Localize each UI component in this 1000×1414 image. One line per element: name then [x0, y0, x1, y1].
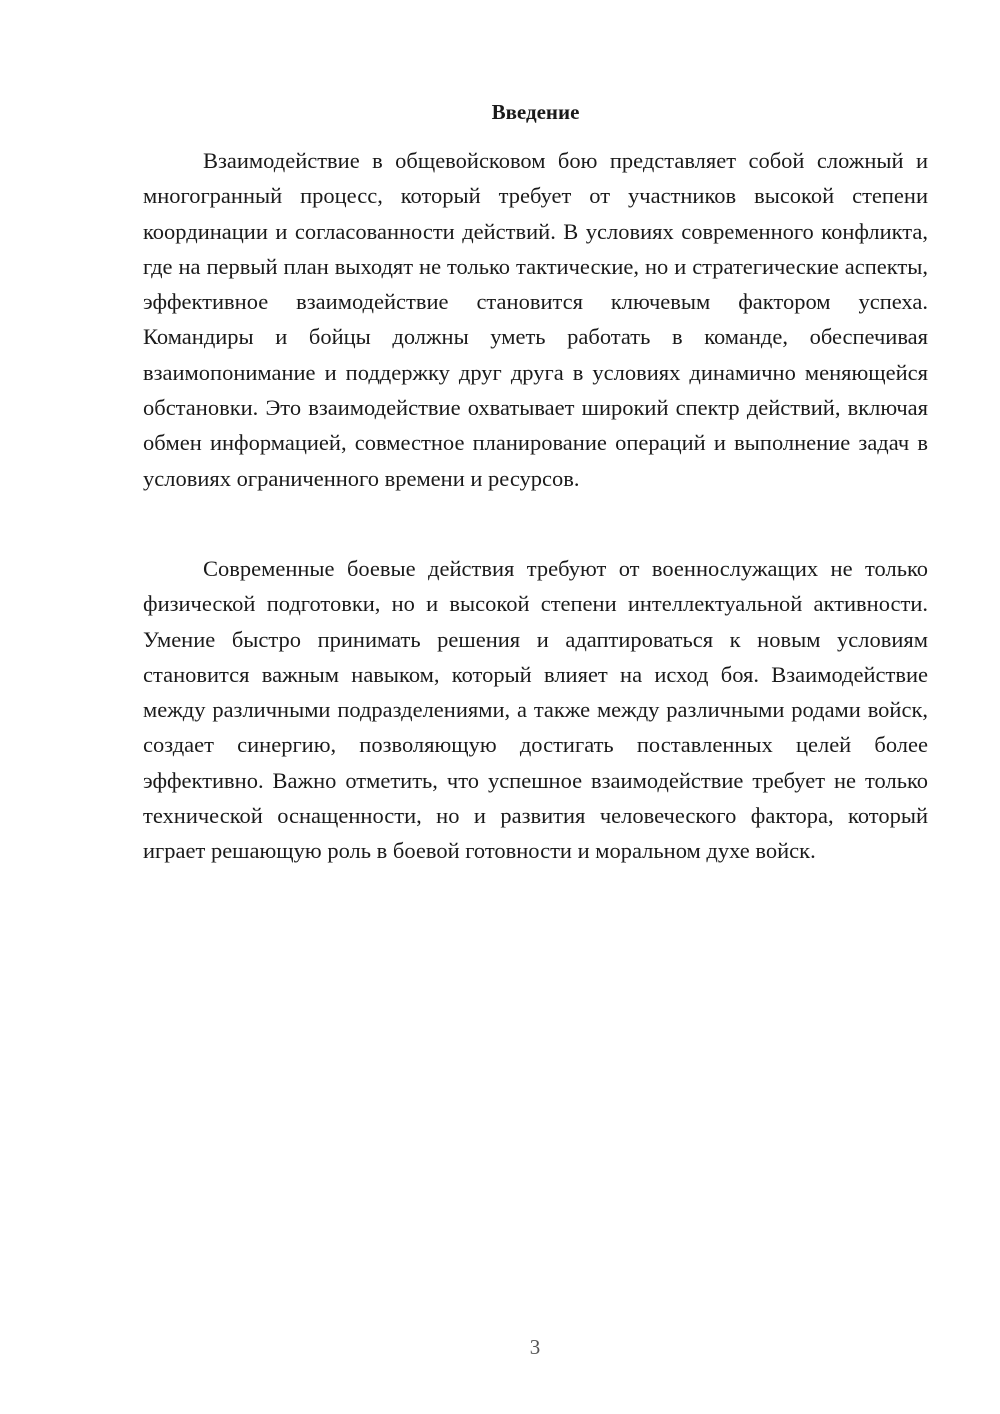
- paragraph-2: Современные боевые действия требуют от военнослужащих не только физической подготовки, но и высокой степени интеллектуальной активности. Умение быстро принимать решения и адаптироваться к новым условиям становится важным навыком, который влияет на исход боя. Взаимодействие между различными подразделениями, а также между различными родами войск, создает синергию, позволяющую достигать поставленных целей более эффективно. Важно отметить, что успешное взаимодействие требует не только технической оснащенности, но и развития человеческого фактора, который играет решающую роль в боевой готовности и моральном духе войск.: [143, 556, 928, 864]
- page-number: 3: [529, 1335, 541, 1359]
- paragraph-1: Взаимодействие в общевойсковом бою представляет собой сложный и многогранный процесс, который требует от участников высокой степени координации и согласованности действий. В условиях современного конфликта, где на первый план выходят не только тактические, но и стратегические аспекты, эффективное взаимодействие становится ключевым фактором успеха. Командиры и бойцы должны уметь работать в команде, обеспечивая взаимопонимание и поддержку друг друга в условиях динамично меняющейся обстановки. Это взаимодействие охватывает широкий спектр действий, включая обмен информацией, совместное планирование операций и выполнение задач в условиях ограниченного времени и ресурсов.: [143, 148, 928, 491]
- page-title: Введение: [491, 100, 580, 124]
